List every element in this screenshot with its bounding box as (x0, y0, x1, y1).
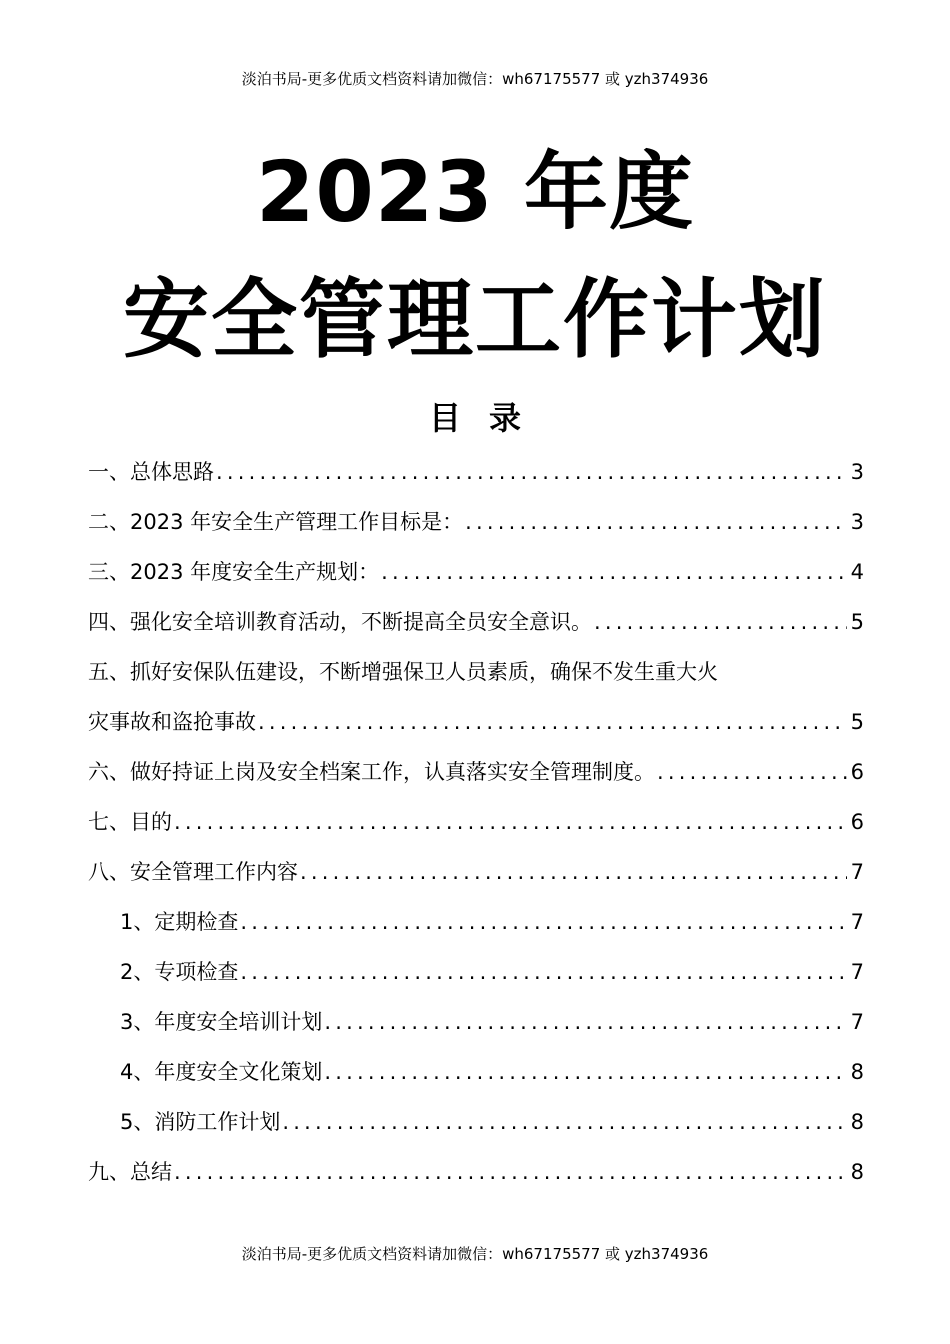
toc-leader-dots (216, 447, 847, 497)
toc-entry-label: 六、做好持证上岗及安全档案工作，认真落实安全管理制度。 (88, 760, 655, 784)
toc-leader-dots (258, 697, 847, 747)
toc-entry-label: 四、强化安全培训教育活动，不断提高全员安全意识。 (88, 610, 592, 634)
toc-entry-8[interactable] (88, 847, 864, 897)
toc-entry-page: 8 (850, 1160, 864, 1184)
toc-entry-page: 8 (850, 1060, 864, 1084)
toc-entry-6[interactable] (88, 747, 864, 797)
header-banner: 淡泊书局-更多优质文档资料请加微信：wh67175577 或 yzh374936 (241, 70, 709, 88)
toc-entry-page: 7 (850, 910, 864, 934)
toc-entry-page: 4 (850, 560, 864, 584)
toc-entry-label: 灾事故和盗抢事故 (88, 710, 256, 734)
footer-banner: 淡泊书局-更多优质文档资料请加微信：wh67175577 或 yzh374936 (241, 1245, 709, 1263)
toc-entry-label: 五、抓好安保队伍建设，不断增强保卫人员素质，确保不发生重大火 (88, 660, 718, 684)
toc-entry-page: 5 (850, 710, 864, 734)
toc-entry-2[interactable] (88, 497, 864, 547)
table-of-contents (88, 447, 864, 1197)
toc-entry-8-4[interactable] (88, 1047, 864, 1097)
toc-leader-dots (381, 547, 847, 597)
toc-entry-label: 八、安全管理工作内容 (88, 860, 298, 884)
toc-entry-1[interactable] (88, 447, 864, 497)
toc-leader-dots (174, 797, 847, 847)
toc-entry-3[interactable] (88, 547, 864, 597)
toc-entry-page: 3 (850, 510, 864, 534)
toc-entry-label: 九、总结 (88, 1160, 172, 1184)
toc-leader-dots (324, 997, 846, 1047)
toc-entry-label: 5、消防工作计划 (120, 1110, 281, 1134)
toc-leader-dots (657, 747, 847, 797)
toc-entry-8-3[interactable] (88, 997, 864, 1047)
toc-entry-page: 8 (850, 1110, 864, 1134)
toc-entry-7[interactable] (88, 797, 864, 847)
toc-entry-page: 3 (850, 460, 864, 484)
toc-leader-dots (324, 1047, 846, 1097)
toc-leader-dots (594, 597, 847, 647)
toc-entry-8-1[interactable] (88, 897, 864, 947)
toc-entry-page: 7 (850, 860, 864, 884)
toc-leader-dots (174, 1147, 847, 1197)
toc-entry-page: 7 (850, 1010, 864, 1034)
document-title-year: 2023 年度 (255, 143, 695, 241)
toc-entry-9[interactable] (88, 1147, 864, 1197)
toc-entry-page: 7 (850, 960, 864, 984)
toc-entry-label: 4、年度安全文化策划 (120, 1060, 323, 1084)
toc-leader-dots (465, 497, 847, 547)
toc-leader-dots (240, 947, 846, 997)
toc-entry-label: 1、定期检查 (120, 910, 239, 934)
toc-entry-5-line2[interactable] (88, 697, 864, 747)
toc-leader-dots (240, 897, 846, 947)
toc-entry-4[interactable] (88, 597, 864, 647)
toc-entry-label: 七、目的 (88, 810, 172, 834)
toc-entry-label: 三、2023 年度安全生产规划： (88, 560, 380, 584)
toc-entry-page: 6 (850, 810, 864, 834)
toc-entry-label: 一、总体思路 (88, 460, 214, 484)
toc-entry-page: 5 (850, 610, 864, 634)
toc-entry-8-5[interactable] (88, 1097, 864, 1147)
document-title-main: 安全管理工作计划 (123, 270, 827, 370)
toc-heading: 目录 (428, 399, 549, 437)
toc-leader-dots (282, 1097, 846, 1147)
toc-leader-dots (300, 847, 847, 897)
toc-entry-label: 3、年度安全培训计划 (120, 1010, 323, 1034)
toc-entry-label: 二、2023 年安全生产管理工作目标是： (88, 510, 464, 534)
toc-entry-8-2[interactable] (88, 947, 864, 997)
toc-entry-5-line1[interactable] (88, 647, 864, 697)
toc-entry-label: 2、专项检查 (120, 960, 239, 984)
toc-entry-page: 6 (850, 760, 864, 784)
